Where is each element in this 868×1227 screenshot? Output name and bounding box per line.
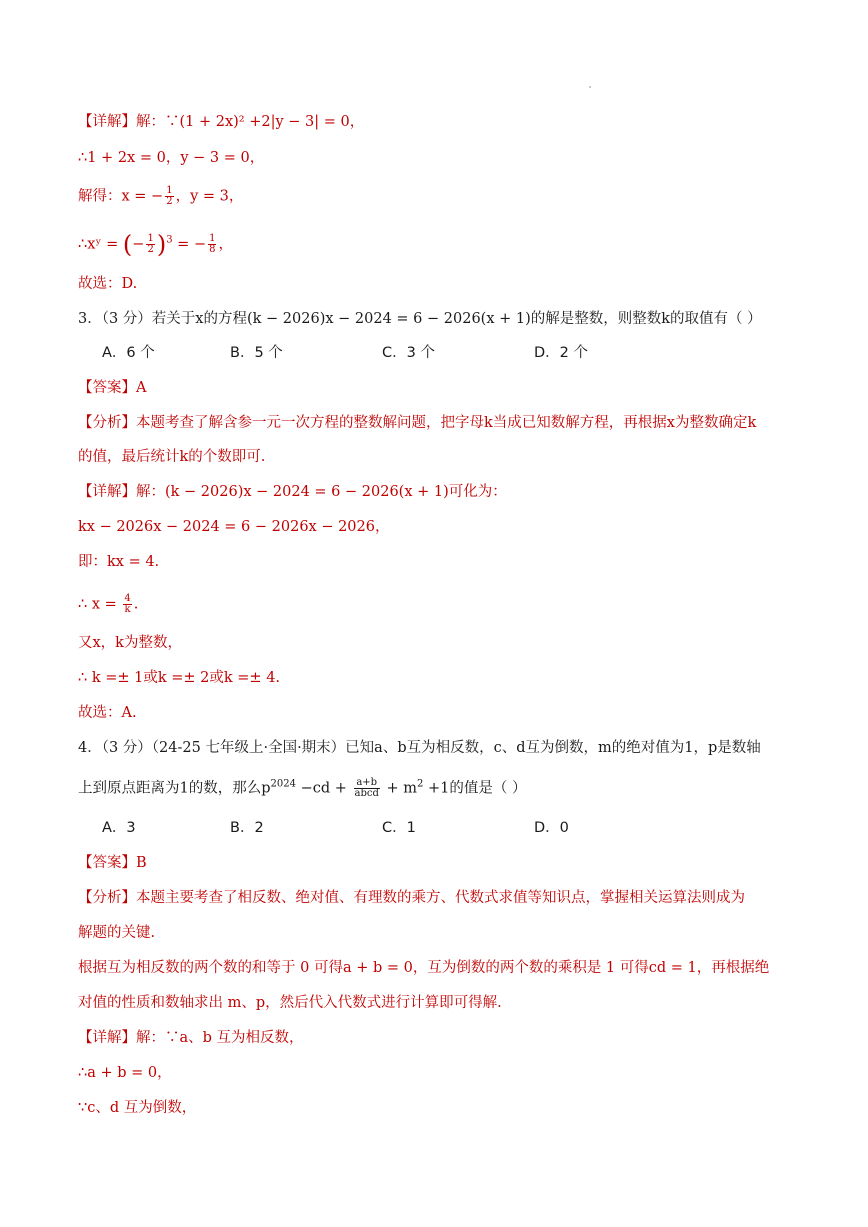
q3-option-d: D．2 个 [534,345,588,361]
q2-step3-fraction2 [208,234,216,255]
fraction-numerator: 1 [209,233,216,244]
q2-step3-prefix: ∴xʸ = [78,236,123,253]
q4-detail-text: 解：∵a、b 互为相反数， [136,1030,304,1046]
q3-line4-fraction [123,594,131,615]
q4-option-d: D．0 [534,820,569,836]
q2-detail-text: 解：∵(1 + 2x)² +2|y − 3| = 0， [136,114,365,130]
analysis-tag: 【分析】 [78,890,136,906]
q3-option-c: C．3 个 [382,345,435,361]
q4-option-a: A．3 [102,820,136,836]
q4-detail-1 [78,1028,304,1048]
q3-line3: 即：kx = 4. [78,554,160,570]
q4-line2: ∴a + b = 0， [78,1065,172,1081]
q4-stem-mid: −cd + [295,780,352,797]
q4-analysis-4: 对值的性质和数轴求出 m、p，然后代入代数式进行计算即可得解. [78,995,502,1011]
q3-choose: 故选：A. [78,705,137,721]
q2-step3-exponent: 3 [166,234,173,246]
q4-stem-exponent: 2024 [270,778,296,790]
q4-analysis-text: 本题主要考查了相反数、绝对值、有理数的乘方、代数式求值等知识点，掌握相关运算法则成为 [136,890,745,906]
q3-answer [78,378,146,398]
q3-line2: kx − 2026x − 2024 = 6 − 2026x − 2026， [78,519,390,535]
q4-stem-2 [78,778,526,799]
q2-step3-fraction [146,234,154,255]
q4-answer [78,853,147,873]
q2-step2-prefix: 解得：x = − [78,188,164,205]
fraction-denominator: 8 [209,244,216,255]
q3-detail-text: 解：(k − 2026)x − 2024 = 6 − 2026(x + 1)可化为： [136,484,507,500]
q4-stem-exponent-2: 2 [417,778,424,790]
q3-line4-prefix: ∴ x = [78,596,122,613]
q4-stem-fraction [354,778,380,799]
analysis-tag: 【分析】 [78,415,136,431]
fraction-numerator: 1 [166,185,173,196]
q4-line3: ∵c、d 互为倒数， [78,1100,197,1116]
q4-stem-after: + m [381,780,417,797]
detail-tag: 【详解】 [78,1030,136,1046]
fraction-numerator: 1 [147,233,154,244]
answer-tag: 【答案】 [78,855,136,871]
fraction-denominator: 2 [147,244,154,255]
q3-detail-1 [78,482,507,502]
page-mark [589,86,591,88]
fraction-denominator: k [124,604,131,615]
detail-tag: 【详解】 [78,484,136,500]
q4-stem-1: 4．（3 分）（24-25 七年级上·全国·期末）已知a、b互为相反数，c、d互为倒数，m的绝对值为1，p是数轴 [78,740,761,756]
q2-step2 [78,186,243,207]
q4-analysis-2: 解题的关键. [78,925,156,941]
answer-tag: 【答案】 [78,380,136,396]
detail-tag: 【详解】 [78,114,136,130]
fraction-denominator: abcd [354,788,379,799]
q2-step3-mid: = − [172,236,207,253]
q3-line5: 又x，k为整数， [78,635,182,651]
q4-stem-suffix: +1的值是（ ） [423,780,527,797]
q3-line4-suffix: . [133,596,139,613]
q4-analysis-3: 根据互为相反数的两个数的和等于 0 可得a + b = 0，互为倒数的两个数的乘积是 1 可得cd = 1，再根据绝 [78,960,770,976]
q4-option-b: B．2 [230,820,264,836]
q3-line6: ∴ k =± 1或k =± 2或k =± 4. [78,670,281,686]
q4-answer-value: B [136,855,147,871]
fraction-numerator: 4 [124,593,131,604]
q3-option-a: A．6 个 [102,345,155,361]
q2-step3-suffix: ， [218,236,233,253]
q2-step1: ∴1 + 2x = 0，y − 3 = 0， [78,150,265,166]
q2-detail-line [78,112,364,132]
q3-answer-value: A [136,380,147,396]
q4-analysis-1 [78,888,745,908]
q2-step2-suffix: ，y = 3， [175,188,244,205]
fraction-numerator: a+b [354,778,380,789]
q3-option-b: B．5 个 [230,345,283,361]
q3-analysis-2: 的值，最后统计k的个数即可. [78,449,266,465]
q4-stem-prefix: 上到原点距离为1的数，那么p [78,780,271,797]
q2-choose: 故选：D. [78,276,138,292]
q2-step2-fraction [165,186,173,207]
q3-analysis-1 [78,413,756,433]
q2-step3: ∴xʸ = (− $\frac{1}{2}$ )$^3$ = − $\frac{1}{8}$ ， [78,230,233,259]
q3-stem: 3．（3 分）若关于x的方程(k − 2026)x − 2024 = 6 − 2026(x + 1)的解是整数，则整数k的取值有（ ） [78,311,762,327]
fraction-denominator: 2 [166,196,173,207]
q3-line4 [78,594,138,615]
right-paren: ) [156,230,167,259]
q4-option-c: C．1 [382,820,416,836]
q3-analysis-text: 本题考查了解含参一元一次方程的整数解问题，把字母k当成已知数解方程，再根据x为整数确定k [136,415,757,431]
left-paren: ( [122,230,133,259]
